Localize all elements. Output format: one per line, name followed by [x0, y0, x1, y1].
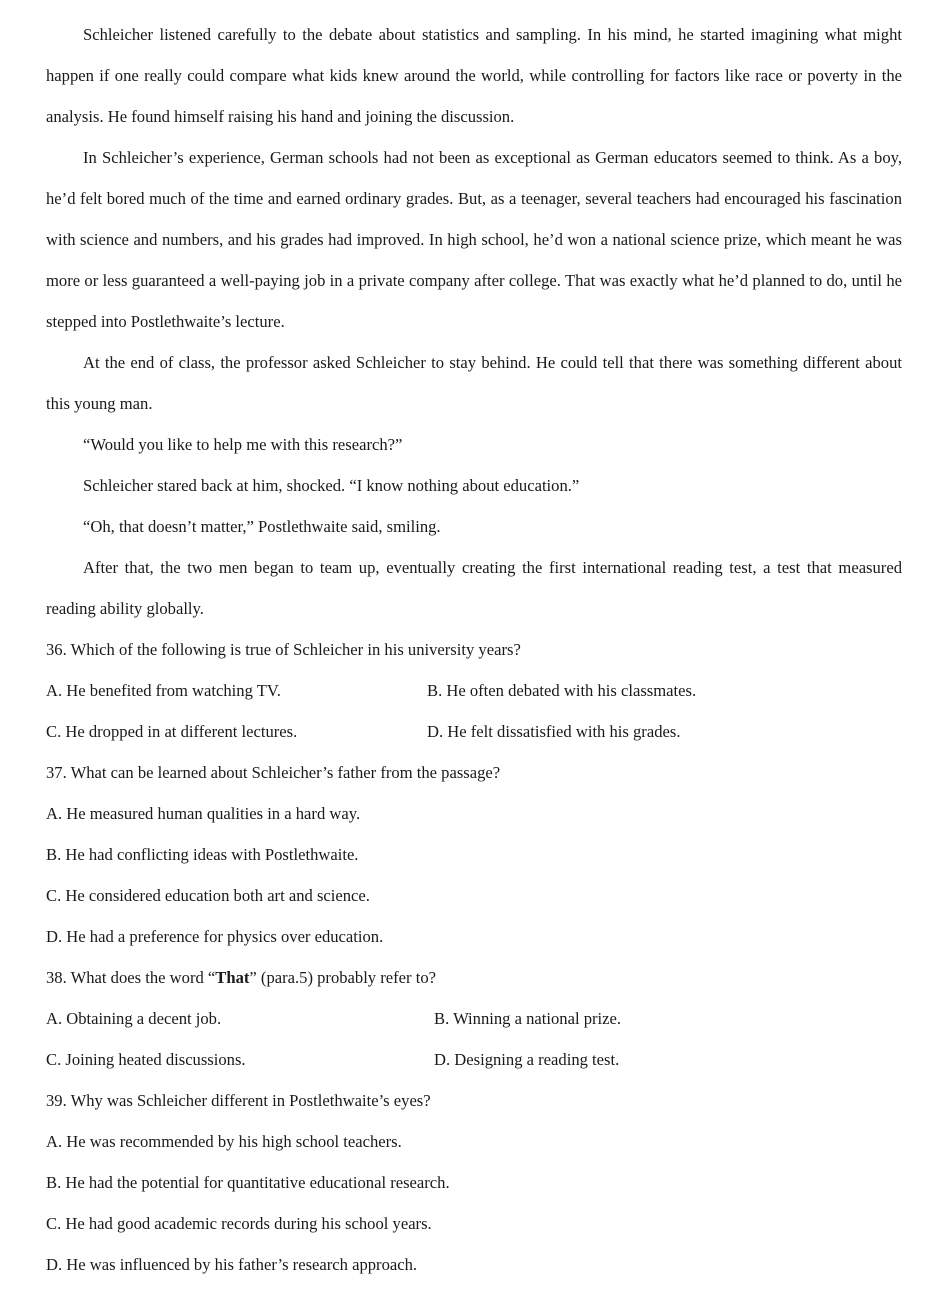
question-stem-start: 38. What does the word “: [46, 968, 216, 987]
option-row: [46, 1039, 902, 1080]
option-c: C. He had good academic records during his school years.: [46, 1214, 432, 1233]
passage-paragraph: Schleicher listened carefully to the debate about statistics and sampling. In his mind, he started imagining what might happen if one really could compare what kids knew around the world, while controlling for factors like race or poverty in the analysis. He found himself raising his hand and joining the discussion.: [46, 25, 902, 126]
option-d: D. He felt dissatisfied with his grades.: [427, 722, 681, 741]
option-d: D. He was influenced by his father’s research approach.: [46, 1255, 418, 1274]
question-37: [46, 752, 902, 957]
option-a: A. Obtaining a decent job.: [46, 1009, 222, 1028]
option-c: C. He dropped in at different lectures.: [46, 722, 298, 741]
question-38: [46, 957, 902, 1080]
passage-paragraph: After that, the two men began to team up, eventually creating the first international reading test, a test that measured reading ability globally.: [46, 558, 902, 618]
option-a: A. He was recommended by his high school teachers.: [46, 1132, 402, 1151]
option-c: C. He considered education both art and science.: [46, 886, 370, 905]
question-stem: 37. What can be learned about Schleicher’s father from the passage?: [46, 763, 501, 782]
question-36: [46, 629, 902, 752]
question-keyword: That: [215, 968, 250, 987]
option-d: D. He had a preference for physics over education.: [46, 927, 384, 946]
question-stem: [46, 957, 902, 998]
option-row: [46, 711, 902, 752]
option-b: B. He had conflicting ideas with Postlethwaite.: [46, 845, 359, 864]
option-d: D. Designing a reading test.: [434, 1050, 620, 1069]
option-c: C. Joining heated discussions.: [46, 1050, 246, 1069]
option-b: B. Winning a national prize.: [434, 1009, 622, 1028]
passage-paragraph: In Schleicher’s experience, German schools had not been as exceptional as German educators seemed to think. As a boy, he’d felt bored much of the time and earned ordinary grades. But, as a teenager, several teachers had encouraged his fascination with science and numbers, and his grades had improved. In high school, he’d won a national science prize, which meant he was more or less guaranteed a well-paying job in a private company after college. That was exactly what he’d planned to do, until he stepped into Postlethwaite’s lecture.: [46, 148, 902, 331]
question-stem: 36. Which of the following is true of Schleicher in his university years?: [46, 640, 521, 659]
option-a: A. He benefited from watching TV.: [46, 681, 281, 700]
option-row: [46, 670, 902, 711]
dialogue-line: Schleicher stared back at him, shocked. “I know nothing about education.”: [83, 476, 580, 495]
document-page: [46, 14, 902, 1285]
dialogue-line: “Oh, that doesn’t matter,” Postlethwaite said, smiling.: [83, 517, 441, 536]
option-b: B. He often debated with his classmates.: [427, 681, 697, 700]
option-a: A. He measured human qualities in a hard way.: [46, 804, 361, 823]
option-row: [46, 998, 902, 1039]
question-39: [46, 1080, 902, 1285]
passage-paragraph: At the end of class, the professor asked Schleicher to stay behind. He could tell that there was something different about this young man.: [46, 353, 902, 413]
question-stem-end: ” (para.5) probably refer to?: [249, 968, 436, 987]
question-stem: 39. Why was Schleicher different in Postlethwaite’s eyes?: [46, 1091, 431, 1110]
dialogue-line: “Would you like to help me with this research?”: [83, 435, 403, 454]
option-b: B. He had the potential for quantitative educational research.: [46, 1173, 450, 1192]
